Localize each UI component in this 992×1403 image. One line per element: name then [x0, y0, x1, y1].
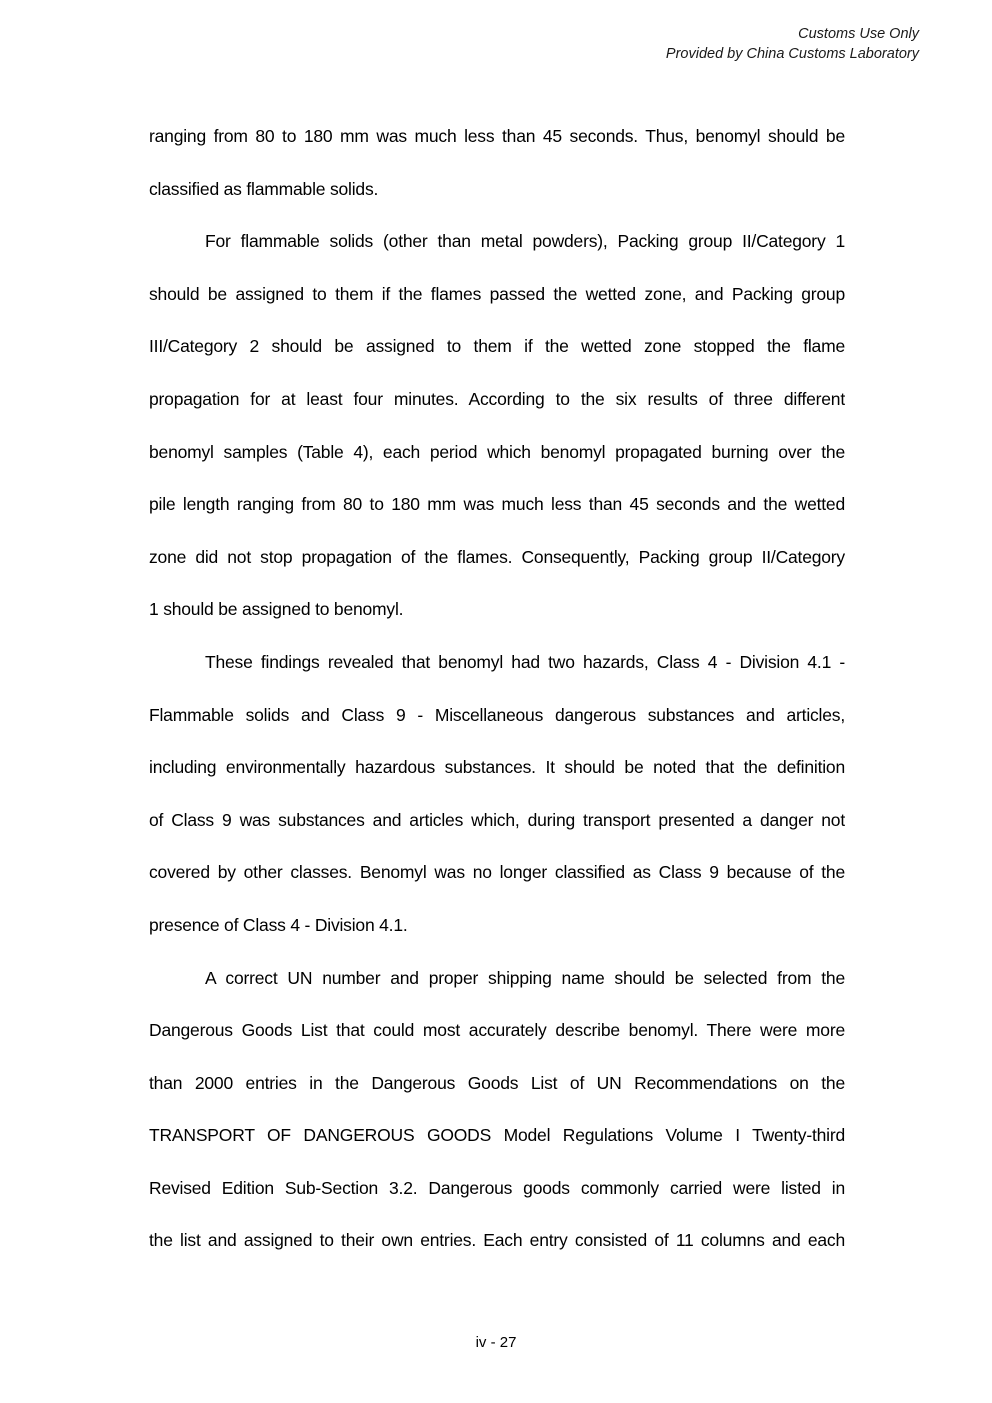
document-body: [149, 110, 845, 1267]
text-line: propagation for at least four minutes. According to the six results of three different: [149, 388, 845, 409]
paragraph-1: [149, 110, 845, 215]
text-line: presence of Class 4 - Division 4.1.: [149, 914, 408, 935]
text-line: TRANSPORT OF DANGEROUS GOODS Model Regulations Volume I Twenty-third: [149, 1125, 845, 1146]
header-stamp-line-2: Provided by China Customs Laboratory: [665, 46, 919, 62]
document-header-stamp: [666, 24, 919, 64]
text-line: classified as flammable solids.: [149, 178, 379, 199]
text-line: than 2000 entries in the Dangerous Goods List of UN Recommendations on the: [149, 1072, 845, 1093]
text-line: including environmentally hazardous substances. It should be noted that the definition: [149, 757, 845, 778]
text-line: For flammable solids (other than metal powders), Packing group II/Category 1: [205, 231, 845, 252]
text-line: III/Category 2 should be assigned to them if the wetted zone stopped the flame: [149, 336, 845, 357]
text-line: ranging from 80 to 180 mm was much less than 45 seconds. Thus, benomyl should be: [149, 126, 845, 146]
page-number: iv - 27: [475, 1334, 517, 1351]
text-line: A correct UN number and proper shipping name should be selected from the: [205, 967, 845, 988]
text-line: Revised Edition Sub-Section 3.2. Dangerous goods commonly carried were listed in: [149, 1177, 845, 1198]
text-line: should be assigned to them if the flames passed the wetted zone, and Packing group: [149, 283, 845, 304]
paragraph-2: [149, 215, 845, 636]
text-line: Flammable solids and Class 9 - Miscellaneous dangerous substances and articles,: [149, 704, 845, 725]
text-line: of Class 9 was substances and articles which, during transport presented a danger not: [149, 809, 845, 830]
text-line: the list and assigned to their own entries. Each entry consisted of 11 columns and each: [149, 1230, 845, 1251]
text-line: Dangerous Goods List that could most accurately describe benomyl. There were more: [149, 1020, 845, 1041]
text-line: 1 should be assigned to benomyl.: [149, 599, 404, 620]
text-line: These findings revealed that benomyl had two hazards, Class 4 - Division 4.1 -: [205, 651, 845, 672]
paragraph-4: [149, 952, 845, 1268]
text-line: pile length ranging from 80 to 180 mm was much less than 45 seconds and the wetted: [149, 494, 845, 515]
text-line: zone did not stop propagation of the flames. Consequently, Packing group II/Category: [149, 546, 845, 567]
header-stamp-line-1: Customs Use Only: [798, 26, 919, 42]
text-line: benomyl samples (Table 4), each period which benomyl propagated burning over the: [149, 441, 845, 462]
text-line: covered by other classes. Benomyl was no longer classified as Class 9 because of the: [149, 862, 845, 883]
paragraph-3: [149, 636, 845, 952]
